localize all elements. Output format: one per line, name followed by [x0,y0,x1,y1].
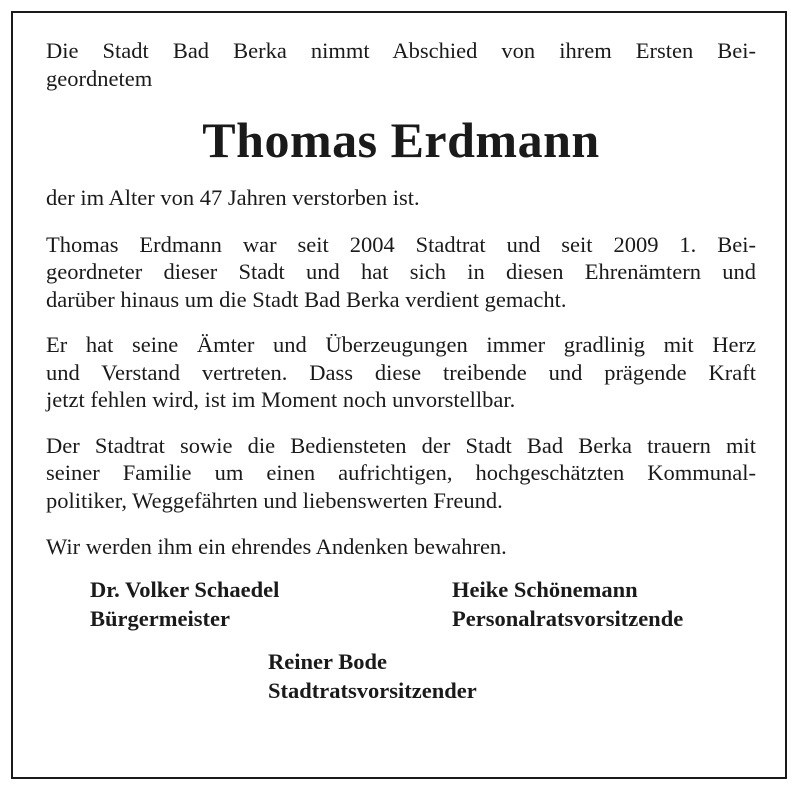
paragraph-line: politiker, Weggefährten und liebenswerten Freund. [46,487,503,513]
signature-block [46,575,756,705]
intro-line: geordnetem [46,65,153,91]
paragraph-line: darüber hinaus um die Stadt Bad Berka verdient gemacht. [46,286,567,312]
obituary-notice [46,37,756,705]
paragraph-line: jetzt fehlen wird, ist im Moment noch unvorstellbar. [46,387,516,412]
intro-line: Die Stadt Bad Berka nimmt Abschied von ihrem Ersten Bei- [46,38,756,63]
intro-text [46,37,756,92]
signatory-name: Heike Schönemann [452,576,638,602]
paragraph-line: Thomas Erdmann war seit 2004 Stadtrat und seit 2009 1. Bei- [46,231,756,257]
paragraph-mourning [46,432,756,515]
signatory-name: Reiner Bode [268,648,387,674]
paragraph-line: und Verstand vertreten. Dass diese treibende und prägende Kraft [46,359,756,385]
deceased-name: Thomas Erdmann [202,112,600,168]
signature-council-chair [268,647,477,705]
signatory-title: Personalratsvorsitzende [452,605,684,631]
paragraph-character [46,331,756,414]
signatory-name: Dr. Volker Schaedel [90,576,280,602]
paragraph-career [46,231,756,314]
paragraph-line: seiner Familie um einen aufrichtigen, hochgeschätzten Kommunal- [46,460,756,485]
paragraph-line: Er hat seine Ämter und Überzeugungen immer gradlinig mit Herz [46,332,756,357]
age-line: der im Alter von 47 Jahren verstorben ist. [46,185,420,210]
signatory-title: Stadtratsvorsitzender [268,677,477,703]
signatory-title: Bürgermeister [90,605,230,631]
paragraph-line: Der Stadtrat sowie die Bediensteten der Stadt Bad Berka trauern mit [46,432,756,458]
closing-line: Wir werden ihm ein ehrendes Andenken bewahren. [46,534,507,559]
paragraph-line: geordneter dieser Stadt und hat sich in diesen Ehrenämtern und [46,259,756,284]
signature-staff-council [452,575,683,633]
signature-mayor [90,575,279,633]
